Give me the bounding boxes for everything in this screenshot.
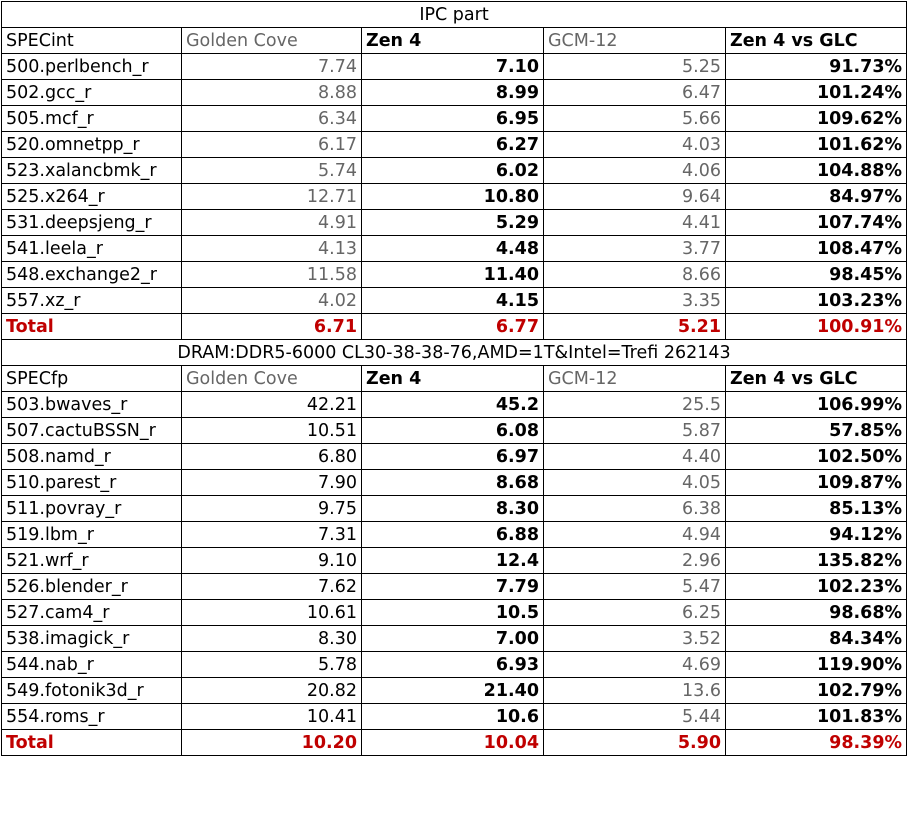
table-row	[2, 444, 907, 470]
zen4-value: 12.4	[362, 548, 544, 574]
table-row	[2, 574, 907, 600]
benchmark-name: 541.leela_r	[2, 236, 182, 262]
gcm12-value: 4.40	[544, 444, 726, 470]
zen4-value: 10.80	[362, 184, 544, 210]
table-row	[2, 262, 907, 288]
benchmark-name: 554.roms_r	[2, 704, 182, 730]
zen4-vs-glc-value: 101.24%	[726, 80, 907, 106]
fp-section-title: DRAM:DDR5-6000 CL30-38-38-76,AMD=1T&Intel=Trefi 262143	[2, 340, 907, 366]
table-row	[2, 392, 907, 418]
gcm12-value: 5.66	[544, 106, 726, 132]
golden-cove-value: 10.41	[182, 704, 362, 730]
table-row	[2, 548, 907, 574]
fp-column-header: GCM-12	[544, 366, 726, 392]
zen4-value: 5.29	[362, 210, 544, 236]
gcm12-value: 2.96	[544, 548, 726, 574]
gcm12-value: 4.03	[544, 132, 726, 158]
benchmark-name: 520.omnetpp_r	[2, 132, 182, 158]
zen4-value: 8.30	[362, 496, 544, 522]
int-header-row	[2, 28, 907, 54]
zen4-value: 6.97	[362, 444, 544, 470]
golden-cove-value: 9.10	[182, 548, 362, 574]
golden-cove-value: 8.88	[182, 80, 362, 106]
golden-cove-value: 12.71	[182, 184, 362, 210]
total-golden-cove: 6.71	[182, 314, 362, 340]
total-zen4-vs-glc: 100.91%	[726, 314, 907, 340]
zen4-value: 8.68	[362, 470, 544, 496]
benchmark-name: 548.exchange2_r	[2, 262, 182, 288]
zen4-value: 11.40	[362, 262, 544, 288]
golden-cove-value: 5.78	[182, 652, 362, 678]
zen4-vs-glc-value: 109.62%	[726, 106, 907, 132]
table-row	[2, 288, 907, 314]
total-zen4-vs-glc: 98.39%	[726, 730, 907, 756]
benchmark-name: 549.fotonik3d_r	[2, 678, 182, 704]
zen4-value: 7.79	[362, 574, 544, 600]
golden-cove-value: 4.13	[182, 236, 362, 262]
int-column-header: Zen 4 vs GLC	[726, 28, 907, 54]
benchmark-name: 508.namd_r	[2, 444, 182, 470]
gcm12-value: 13.6	[544, 678, 726, 704]
zen4-value: 6.02	[362, 158, 544, 184]
golden-cove-value: 7.74	[182, 54, 362, 80]
zen4-vs-glc-value: 57.85%	[726, 418, 907, 444]
benchmark-name: 523.xalancbmk_r	[2, 158, 182, 184]
gcm12-value: 4.41	[544, 210, 726, 236]
table-row	[2, 210, 907, 236]
total-zen4: 6.77	[362, 314, 544, 340]
int-title-row	[2, 2, 907, 28]
gcm12-value: 25.5	[544, 392, 726, 418]
table-row	[2, 106, 907, 132]
zen4-value: 7.10	[362, 54, 544, 80]
total-gcm12: 5.90	[544, 730, 726, 756]
int-section-title: IPC part	[2, 2, 907, 28]
fp-column-header: Zen 4 vs GLC	[726, 366, 907, 392]
table-row	[2, 236, 907, 262]
benchmark-name: 544.nab_r	[2, 652, 182, 678]
int-column-header: Zen 4	[362, 28, 544, 54]
total-label: Total	[2, 314, 182, 340]
zen4-value: 45.2	[362, 392, 544, 418]
benchmark-name: 527.cam4_r	[2, 600, 182, 626]
gcm12-value: 8.66	[544, 262, 726, 288]
benchmark-name: 500.perlbench_r	[2, 54, 182, 80]
zen4-value: 6.88	[362, 522, 544, 548]
total-label: Total	[2, 730, 182, 756]
gcm12-value: 4.94	[544, 522, 726, 548]
golden-cove-value: 20.82	[182, 678, 362, 704]
table-row	[2, 626, 907, 652]
zen4-value: 8.99	[362, 80, 544, 106]
total-golden-cove: 10.20	[182, 730, 362, 756]
zen4-vs-glc-value: 91.73%	[726, 54, 907, 80]
gcm12-value: 4.06	[544, 158, 726, 184]
table-row	[2, 496, 907, 522]
zen4-vs-glc-value: 106.99%	[726, 392, 907, 418]
zen4-value: 6.08	[362, 418, 544, 444]
benchmark-name: 521.wrf_r	[2, 548, 182, 574]
fp-total-row	[2, 730, 907, 756]
zen4-vs-glc-value: 104.88%	[726, 158, 907, 184]
int-column-header: SPECint	[2, 28, 182, 54]
golden-cove-value: 6.17	[182, 132, 362, 158]
golden-cove-value: 7.62	[182, 574, 362, 600]
golden-cove-value: 7.31	[182, 522, 362, 548]
benchmark-name: 510.parest_r	[2, 470, 182, 496]
zen4-vs-glc-value: 109.87%	[726, 470, 907, 496]
table-row	[2, 600, 907, 626]
zen4-vs-glc-value: 94.12%	[726, 522, 907, 548]
zen4-vs-glc-value: 135.82%	[726, 548, 907, 574]
ipc-table-body	[2, 2, 907, 756]
zen4-vs-glc-value: 108.47%	[726, 236, 907, 262]
table-row	[2, 184, 907, 210]
golden-cove-value: 10.51	[182, 418, 362, 444]
golden-cove-value: 6.34	[182, 106, 362, 132]
gcm12-value: 4.05	[544, 470, 726, 496]
table-row	[2, 418, 907, 444]
benchmark-name: 538.imagick_r	[2, 626, 182, 652]
zen4-vs-glc-value: 101.62%	[726, 132, 907, 158]
zen4-vs-glc-value: 85.13%	[726, 496, 907, 522]
gcm12-value: 6.47	[544, 80, 726, 106]
zen4-vs-glc-value: 107.74%	[726, 210, 907, 236]
gcm12-value: 5.44	[544, 704, 726, 730]
table-row	[2, 522, 907, 548]
table-row	[2, 158, 907, 184]
gcm12-value: 3.77	[544, 236, 726, 262]
benchmark-name: 503.bwaves_r	[2, 392, 182, 418]
golden-cove-value: 42.21	[182, 392, 362, 418]
table-row	[2, 132, 907, 158]
ipc-table	[1, 1, 907, 756]
gcm12-value: 5.87	[544, 418, 726, 444]
gcm12-value: 9.64	[544, 184, 726, 210]
table-row	[2, 652, 907, 678]
benchmark-name: 519.lbm_r	[2, 522, 182, 548]
zen4-value: 6.93	[362, 652, 544, 678]
benchmark-name: 502.gcc_r	[2, 80, 182, 106]
gcm12-value: 3.35	[544, 288, 726, 314]
gcm12-value: 5.25	[544, 54, 726, 80]
zen4-vs-glc-value: 98.45%	[726, 262, 907, 288]
zen4-value: 6.95	[362, 106, 544, 132]
zen4-vs-glc-value: 84.34%	[726, 626, 907, 652]
fp-column-header: SPECfp	[2, 366, 182, 392]
gcm12-value: 3.52	[544, 626, 726, 652]
zen4-vs-glc-value: 102.50%	[726, 444, 907, 470]
int-total-row	[2, 314, 907, 340]
total-gcm12: 5.21	[544, 314, 726, 340]
gcm12-value: 6.25	[544, 600, 726, 626]
int-column-header: Golden Cove	[182, 28, 362, 54]
zen4-vs-glc-value: 102.79%	[726, 678, 907, 704]
int-column-header: GCM-12	[544, 28, 726, 54]
golden-cove-value: 5.74	[182, 158, 362, 184]
fp-title-row	[2, 340, 907, 366]
golden-cove-value: 9.75	[182, 496, 362, 522]
benchmark-name: 531.deepsjeng_r	[2, 210, 182, 236]
table-row	[2, 54, 907, 80]
golden-cove-value: 11.58	[182, 262, 362, 288]
golden-cove-value: 10.61	[182, 600, 362, 626]
zen4-vs-glc-value: 119.90%	[726, 652, 907, 678]
zen4-value: 4.15	[362, 288, 544, 314]
zen4-value: 21.40	[362, 678, 544, 704]
golden-cove-value: 7.90	[182, 470, 362, 496]
fp-header-row	[2, 366, 907, 392]
benchmark-name: 507.cactuBSSN_r	[2, 418, 182, 444]
zen4-vs-glc-value: 103.23%	[726, 288, 907, 314]
golden-cove-value: 4.02	[182, 288, 362, 314]
zen4-value: 10.6	[362, 704, 544, 730]
benchmark-name: 525.x264_r	[2, 184, 182, 210]
zen4-value: 6.27	[362, 132, 544, 158]
golden-cove-value: 6.80	[182, 444, 362, 470]
zen4-value: 10.5	[362, 600, 544, 626]
benchmark-name: 526.blender_r	[2, 574, 182, 600]
benchmark-name: 511.povray_r	[2, 496, 182, 522]
gcm12-value: 4.69	[544, 652, 726, 678]
benchmark-name: 505.mcf_r	[2, 106, 182, 132]
total-zen4: 10.04	[362, 730, 544, 756]
table-row	[2, 470, 907, 496]
gcm12-value: 6.38	[544, 496, 726, 522]
table-row	[2, 704, 907, 730]
zen4-vs-glc-value: 84.97%	[726, 184, 907, 210]
golden-cove-value: 4.91	[182, 210, 362, 236]
zen4-value: 4.48	[362, 236, 544, 262]
zen4-vs-glc-value: 98.68%	[726, 600, 907, 626]
zen4-vs-glc-value: 101.83%	[726, 704, 907, 730]
benchmark-name: 557.xz_r	[2, 288, 182, 314]
gcm12-value: 5.47	[544, 574, 726, 600]
zen4-vs-glc-value: 102.23%	[726, 574, 907, 600]
golden-cove-value: 8.30	[182, 626, 362, 652]
table-row	[2, 678, 907, 704]
zen4-value: 7.00	[362, 626, 544, 652]
fp-column-header: Zen 4	[362, 366, 544, 392]
fp-column-header: Golden Cove	[182, 366, 362, 392]
table-row	[2, 80, 907, 106]
